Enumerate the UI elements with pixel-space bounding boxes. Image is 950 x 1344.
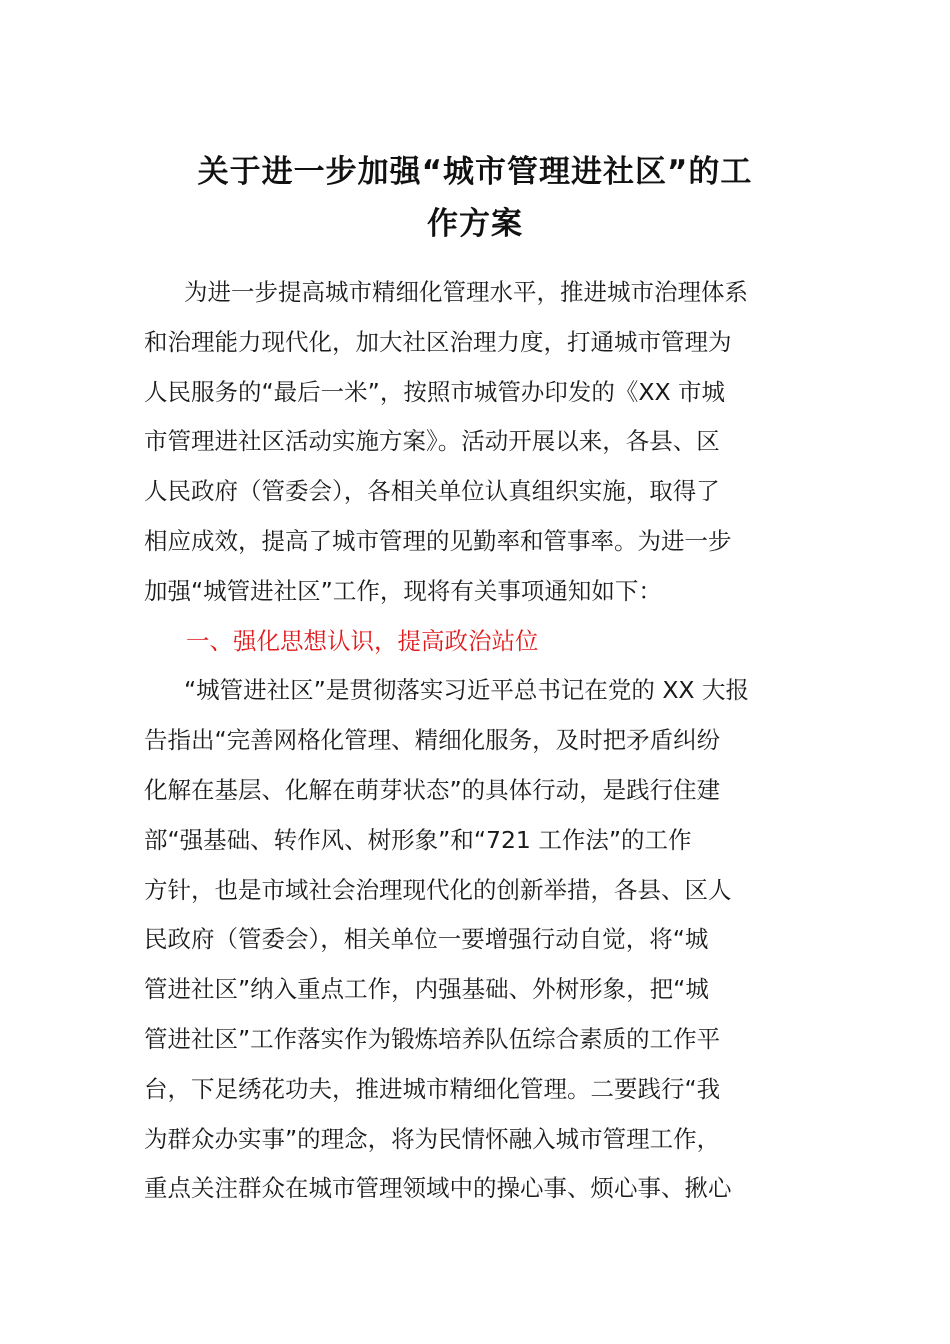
paragraph-line: 台，下足绣花功夫，推进城市精细化管理。二要践行“我 xyxy=(144,1074,721,1103)
paragraph-line: 管进社区”纳入重点工作，内强基础、外树形象，把“城 xyxy=(144,975,709,1004)
document-body xyxy=(144,268,824,1214)
title-line-1: 关于进一步加强“城市管理进社区”的工 xyxy=(197,154,753,190)
paragraph-line: “城管进社区”是贯彻落实习近平总书记在党的 XX 大报 xyxy=(184,676,749,705)
paragraph-line: 人民政府（管委会），各相关单位认真组织实施，取得了 xyxy=(144,477,720,506)
paragraph-line: 部“强基础、转作风、树形象”和“721 工作法”的工作 xyxy=(144,825,692,854)
paragraph-2 xyxy=(144,666,824,1214)
paragraph-line: 管进社区”工作落实作为锻炼培养队伍综合素质的工作平 xyxy=(144,1024,721,1053)
paragraph-line: 为进一步提高城市精细化管理水平，推进城市治理体系 xyxy=(184,278,748,306)
paragraph-line: 人民服务的“最后一米”，按照市城管办印发的《XX 市城 xyxy=(144,377,726,406)
document-title xyxy=(140,146,810,250)
paragraph-line: 为群众办实事”的理念，将为民情怀融入城市管理工作， xyxy=(144,1124,721,1153)
section-heading: 一、强化思想认识，提高政治站位 xyxy=(186,626,539,655)
paragraph-line: 民政府（管委会），相关单位一要增强行动自觉，将“城 xyxy=(144,925,709,954)
paragraph-line: 加强“城管进社区”工作，现将有关事项通知如下： xyxy=(144,576,662,605)
paragraph-line: 告指出“完善网格化管理、精细化服务，及时把矛盾纠纷 xyxy=(144,726,721,755)
paragraph-line: 化解在基层、化解在萌芽状态”的具体行动，是践行住建 xyxy=(144,775,721,804)
paragraph-line: 和治理能力现代化，加大社区治理力度，打通城市管理为 xyxy=(144,327,732,356)
title-line-2: 作方案 xyxy=(427,206,523,242)
paragraph-line: 重点关注群众在城市管理领域中的操心事、烦心事、揪心 xyxy=(144,1174,732,1203)
paragraph-line: 相应成效，提高了城市管理的见勤率和管事率。为进一步 xyxy=(144,526,732,555)
paragraph-1 xyxy=(144,268,824,617)
paragraph-line: 方针，也是市域社会治理现代化的创新举措，各县、区人 xyxy=(144,875,732,904)
paragraph-line: 市管理进社区活动实施方案》。活动开展以来，各县、区 xyxy=(144,427,720,456)
